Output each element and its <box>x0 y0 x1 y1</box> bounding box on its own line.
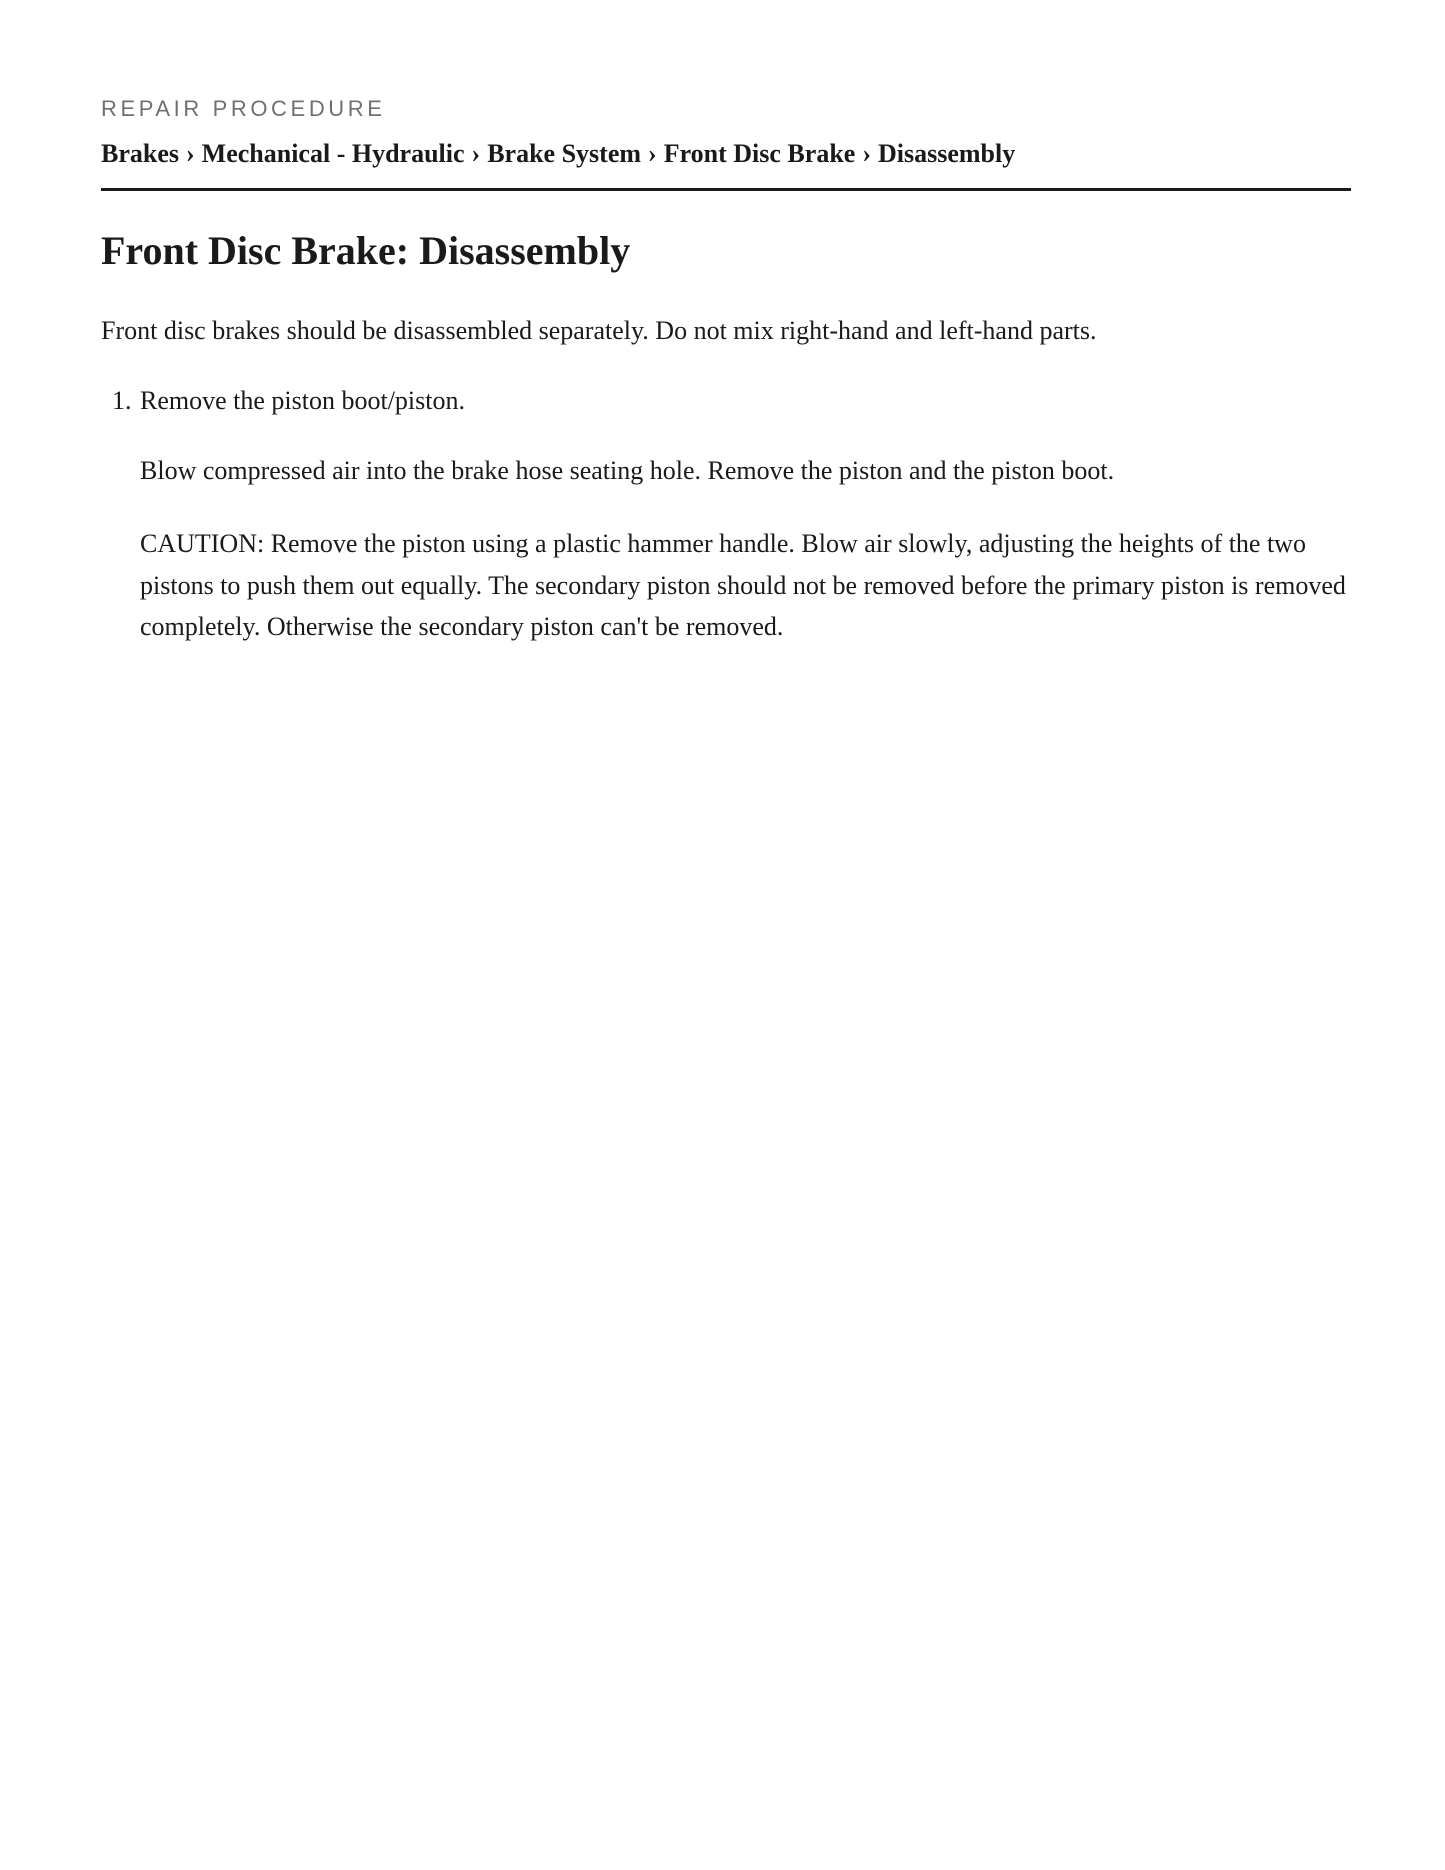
header-divider <box>101 188 1351 191</box>
breadcrumb-separator: › <box>186 139 195 168</box>
step-detail: Blow compressed air into the brake hose seating hole. Remove the piston and the piston boot. <box>140 456 1115 485</box>
section-eyebrow: REPAIR PROCEDURE <box>101 96 386 121</box>
breadcrumb-item-front-disc-brake[interactable]: Front Disc Brake <box>663 139 856 168</box>
step-instruction: Remove the piston boot/piston. <box>140 386 465 415</box>
breadcrumb-item-mechanical-hydraulic[interactable]: Mechanical - Hydraulic <box>201 139 465 168</box>
breadcrumb-item-disassembly: Disassembly <box>878 139 1016 168</box>
breadcrumb-separator: › <box>648 139 657 168</box>
caution-note: CAUTION: Remove the piston using a plastic hammer handle. Blow air slowly, adjusting the heights of the two pistons to push them out equally. The secondary piston should not be removed before the primary piston is removed completely. Otherwise the secondary piston can't be removed. <box>140 529 1346 641</box>
breadcrumb-separator: › <box>862 139 871 168</box>
procedure-steps <box>101 383 1351 648</box>
list-item <box>101 383 1351 648</box>
page-title: Front Disc Brake: Disassembly <box>101 228 631 273</box>
breadcrumb-item-brake-system[interactable]: Brake System <box>487 139 642 168</box>
breadcrumb <box>101 138 1015 170</box>
breadcrumb-separator: › <box>471 139 481 168</box>
step-number: 1. <box>112 386 132 415</box>
breadcrumb-item-brakes[interactable]: Brakes <box>101 139 179 168</box>
intro-paragraph: Front disc brakes should be disassembled separately. Do not mix right-hand and left-hand parts. <box>101 316 1097 345</box>
